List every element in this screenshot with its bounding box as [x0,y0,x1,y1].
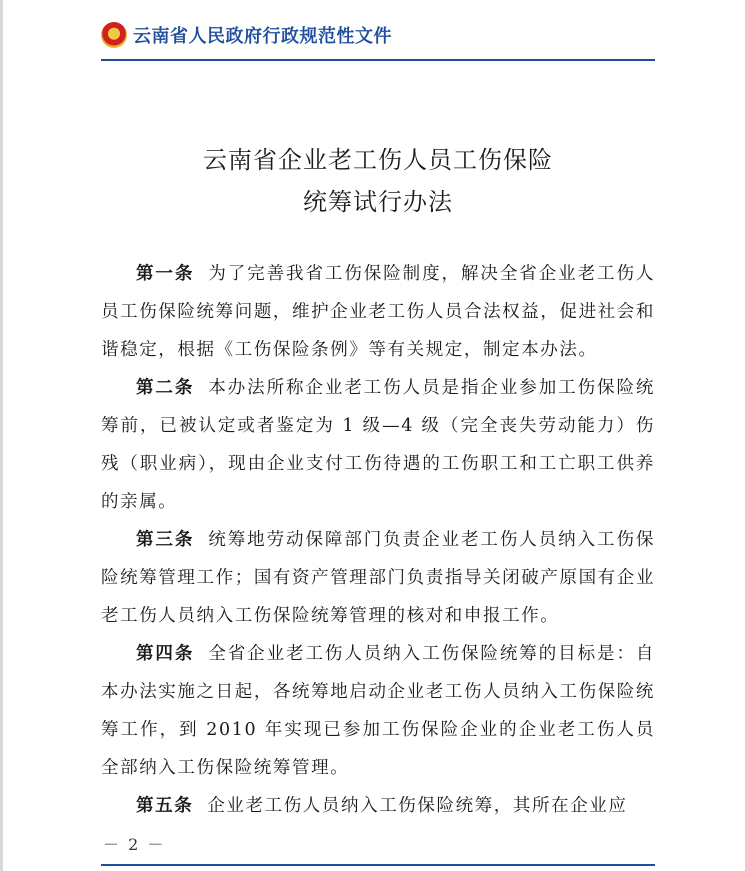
document-title-line1: 云南省企业老工伤人员工伤保险 [203,146,553,174]
article-label: 第一条 [136,264,195,284]
article-text: 为了完善我省工伤保险制度，解决全省企业老工伤人员工伤保险统筹问题，维护企业老工伤人员合法权益，促进社会和谐稳定，根据《工伤保险条例》等有关规定，制定本办法。 [101,264,655,360]
article-3 [101,521,655,635]
article-text: 本办法所称企业老工伤人员是指企业参加工伤保险统筹前，已被认定或者鉴定为 1 级—4 级（完全丧失劳动能力）伤残（职业病），现由企业支付工伤待遇的工伤职工和工亡职工供养的亲属。 [101,378,655,512]
article-label: 第三条 [136,530,195,550]
article-label: 第五条 [136,796,194,816]
header-title: 云南省人民政府行政规范性文件 [133,26,392,47]
national-emblem-icon [101,22,127,48]
article-text: 全省企业老工伤人员纳入工伤保险统筹的目标是：自本办法实施之日起，各统筹地启动企业老工伤人员纳入工伤保险统筹工作，到 2010 年实现已参加工伤保险企业的企业老工伤人员全部纳入工伤保险统筹管理。 [101,644,655,778]
document-body [101,255,655,825]
document-title-line2: 统筹试行办法 [303,188,453,216]
article-text: 企业老工伤人员纳入工伤保险统筹，其所在企业应 [207,796,628,816]
article-text: 统筹地劳动保障部门负责企业老工伤人员纳入工伤保险统筹管理工作；国有资产管理部门负责指导关闭破产原国有企业老工伤人员纳入工伤保险统筹管理的核对和申报工作。 [101,530,655,626]
document-header [101,18,392,52]
article-label: 第四条 [136,644,195,664]
article-4 [101,635,655,787]
footer-divider [101,864,655,866]
article-1 [101,255,655,369]
article-label: 第二条 [136,378,195,398]
header-divider [101,59,655,61]
page-edge [0,0,3,871]
article-2 [101,369,655,521]
page-number: － 2 － [103,835,166,854]
article-5 [101,787,655,825]
